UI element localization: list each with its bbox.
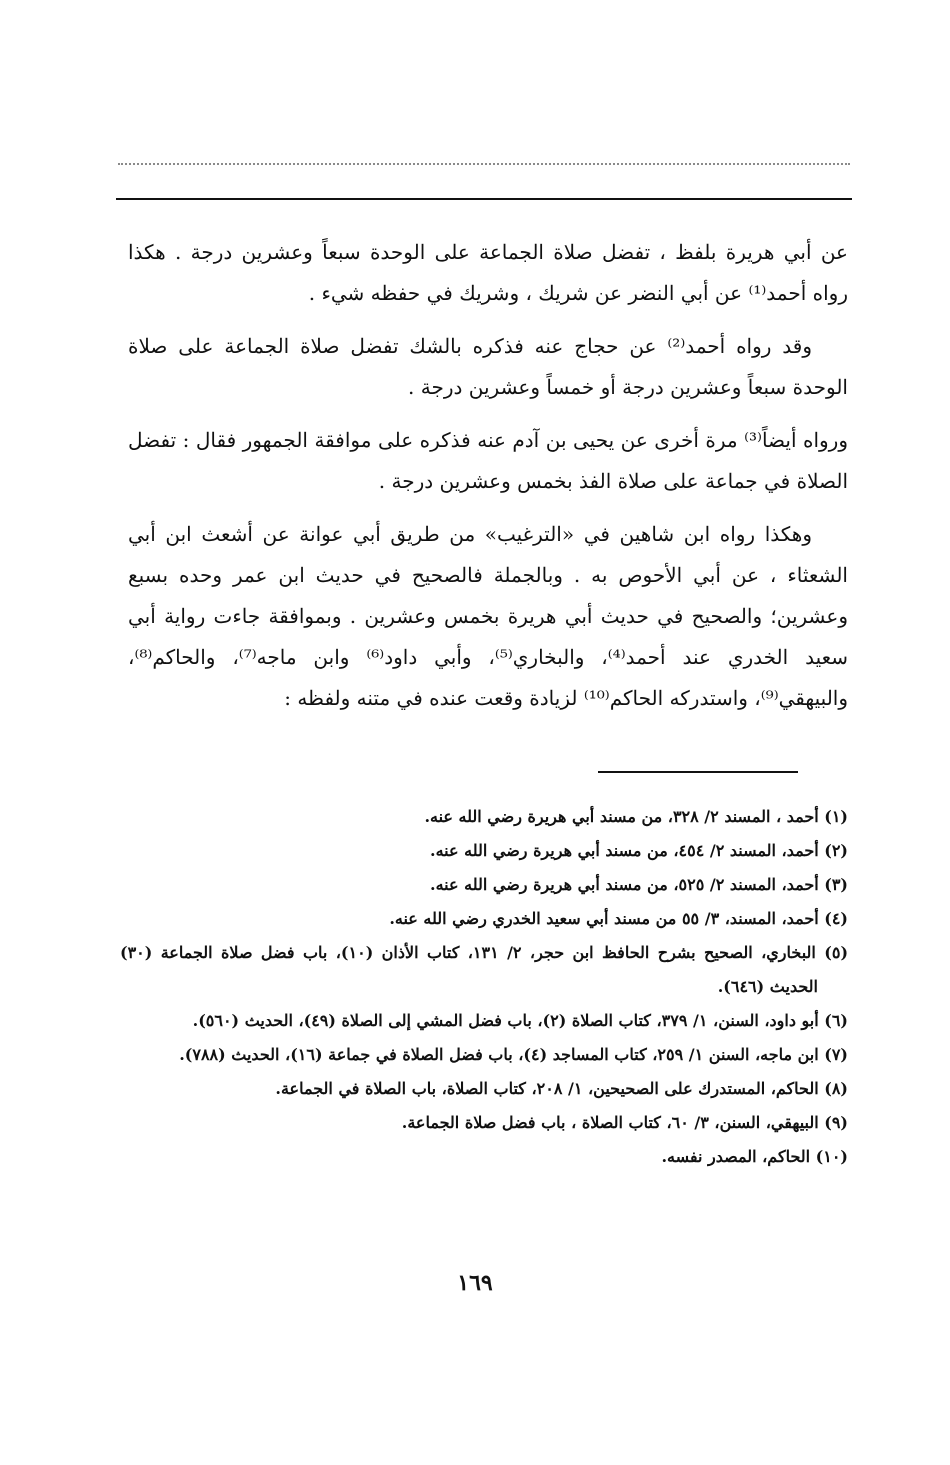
footnote-7: (٧) ابن ماجه، السنن ١/ ٢٥٩، كتاب المساجد (٤)، باب فضل الصلاة في جماعة (١٦)، الحديث (٧٨٨).	[179, 1045, 848, 1064]
page-number: ١٦٩	[457, 1270, 493, 1296]
header-dotted-rule	[118, 163, 850, 165]
paragraph-1: عن أبي هريرة بلفظ ، تفضل صلاة الجماعة على الوحدة سبعاً وعشرين درجة . هكذا رواه أحمد⁽¹⁾ عن أبي النضر عن شريك ، وشريك في حفظه شيء .	[128, 240, 848, 305]
paragraph-3: ورواه أيضاً⁽³⁾ مرة أخرى عن يحيى بن آدم عنه فذكره على موافقة الجمهور فقال : تفضل الصلاة في جماعة على صلاة الفذ بخمس وعشرين درجة .	[128, 428, 848, 493]
main-text	[128, 232, 848, 731]
footnote-1: (١) أحمد ، المسند ٢/ ٣٢٨، من مسند أبي هريرة رضي الله عنه.	[424, 807, 848, 826]
paragraph-2: وقد رواه أحمد⁽²⁾ عن حجاج عنه فذكره بالشك تفضل صلاة الجماعة على صلاة الوحدة سبعاً وعشرين درجة أو خمساً وعشرين درجة .	[128, 334, 848, 399]
footnote-3: (٣) أحمد، المسند ٢/ ٥٢٥، من مسند أبي هريرة رضي الله عنه.	[430, 875, 848, 894]
footnotes	[120, 800, 848, 1174]
footnote-5: (٥) البخاري، الصحيح بشرح الحافظ ابن حجر، ٢/ ١٣١، كتاب الأذان (١٠)، باب فضل صلاة الجماعة (٣٠) الحديث (٦٤٦).	[120, 943, 849, 996]
header-solid-rule	[116, 198, 852, 200]
footnote-10: (١٠) الحاكم، المصدر نفسه.	[661, 1147, 848, 1166]
footnote-6: (٦) أبو داود، السنن، ١/ ٣٧٩، كتاب الصلاة (٢)، باب فضل المشي إلى الصلاة (٤٩)، الحديث (٥٦٠).	[192, 1011, 848, 1030]
footnote-separator	[598, 771, 798, 773]
footnote-8: (٨) الحاكم، المستدرك على الصحيحين، ١/ ٢٠٨، كتاب الصلاة، باب الصلاة في الجماعة.	[275, 1079, 848, 1098]
footnote-2: (٢) أحمد، المسند ٢/ ٤٥٤، من مسند أبي هريرة رضي الله عنه.	[430, 841, 848, 860]
footnote-9: (٩) البيهقي، السنن، ٣/ ٦٠، كتاب الصلاة ، باب فضل صلاة الجماعة.	[401, 1113, 848, 1132]
footnote-4: (٤) أحمد، المسند، ٣/ ٥٥ من مسند أبي سعيد الخدري رضي الله عنه.	[389, 909, 848, 928]
paragraph-4: وهكذا رواه ابن شاهين في «الترغيب» من طريق أبي عوانة عن أشعث ابن أبي الشعثاء ، عن أبي الأحوص به . وبالجملة فالصحيح في حديث ابن عمر وحده بسبع وعشرين؛ والصحيح في حديث أبي هريرة بخمس وعشرين . وبموافقة جاءت رواية أبي سعيد الخدري عند أحمد⁽⁴⁾، والبخاري⁽⁵⁾، وأبي داود⁽⁶⁾ وابن ماجه⁽⁷⁾، والحاكم⁽⁸⁾، والبيهقي⁽⁹⁾، واستدركه الحاكم⁽¹⁰⁾ لزيادة وقعت عنده في متنه ولفظه :	[128, 522, 849, 710]
